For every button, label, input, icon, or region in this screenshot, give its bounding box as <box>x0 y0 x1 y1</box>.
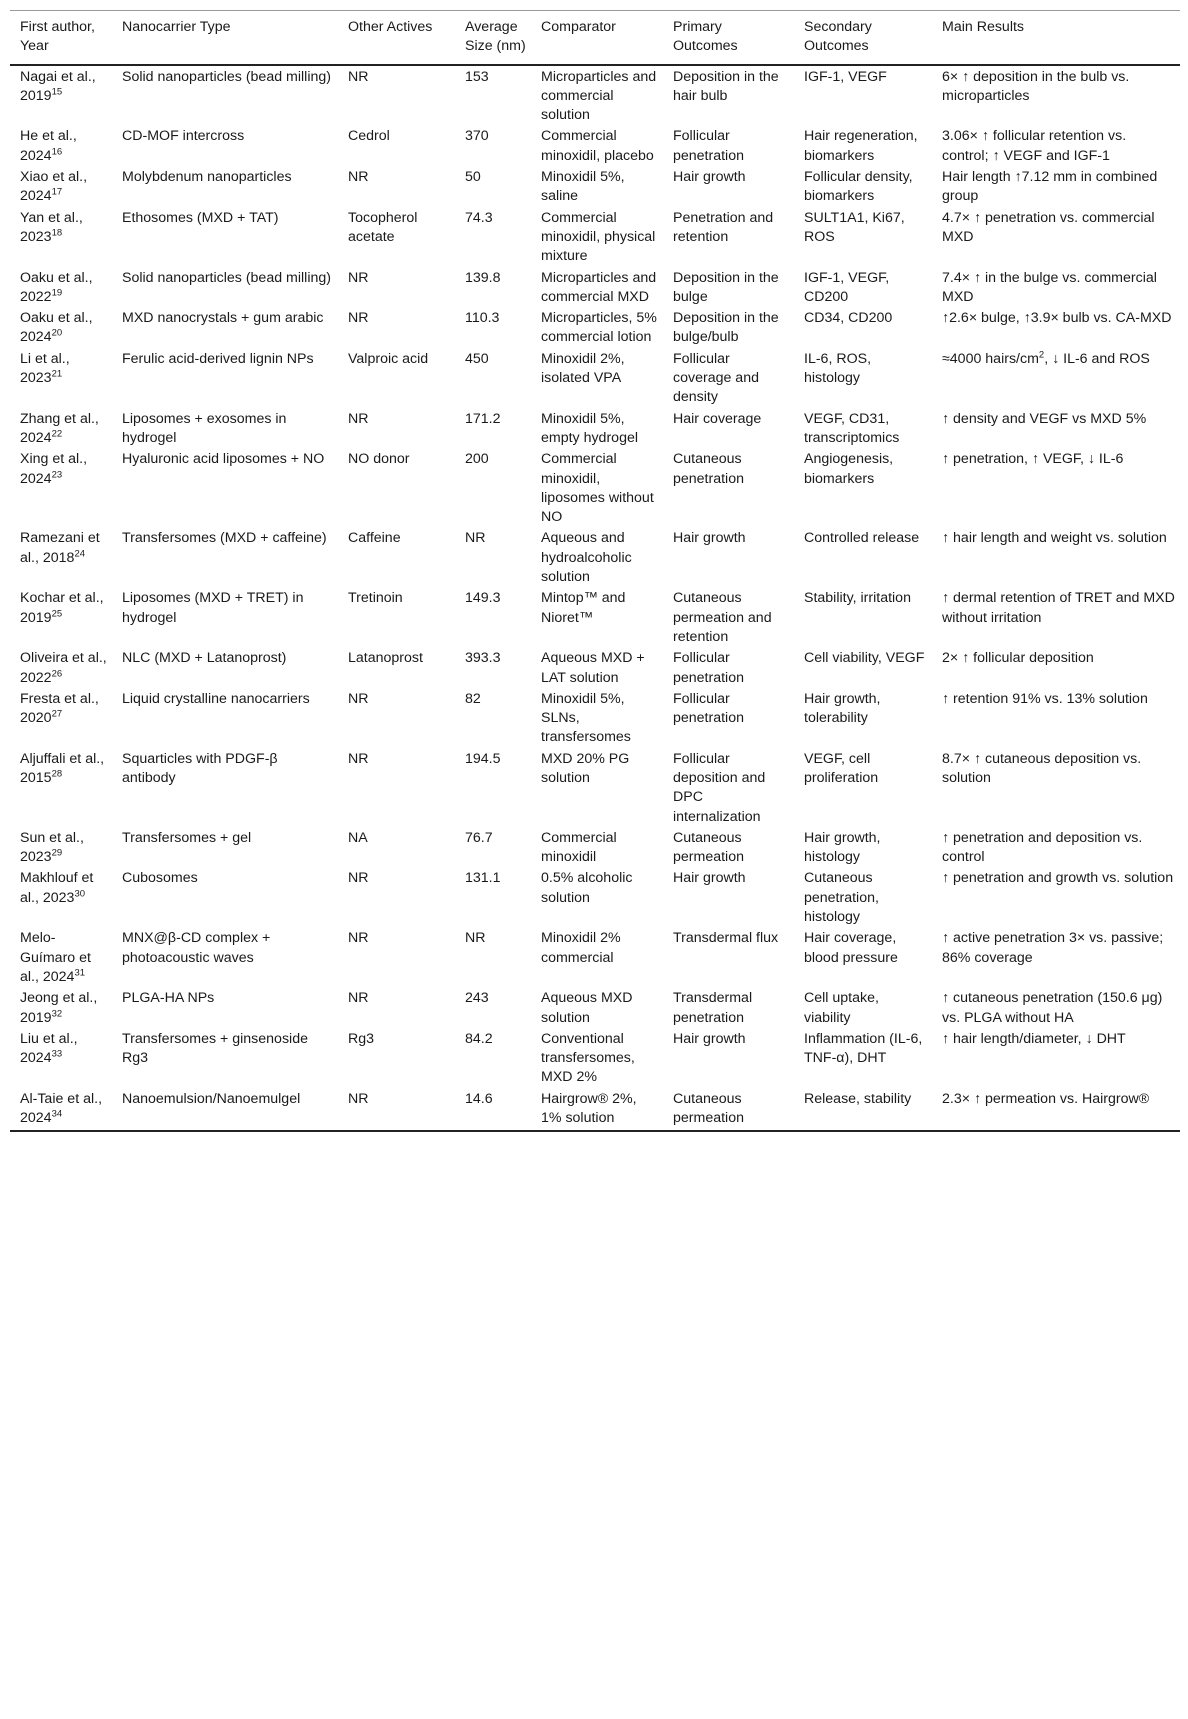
main-results-cell: ↑ retention 91% vs. 13% solution <box>942 690 1148 707</box>
author-cell <box>10 125 112 166</box>
author-cell <box>10 448 112 527</box>
unit-superscript: 2 <box>1038 349 1045 361</box>
average-size-cell: 450 <box>465 350 489 367</box>
main-results-cell: ↑ penetration, ↑ VEGF, ↓ IL-6 <box>942 451 1124 468</box>
table-row <box>10 348 1180 408</box>
comparator-cell: Commercial minoxidil <box>541 829 617 866</box>
nanocarrier-type-cell: Transfersomes + ginsenoside Rg3 <box>122 1030 308 1067</box>
nanocarrier-type-cell: Liquid crystalline nanocarriers <box>122 690 310 707</box>
main-results-cell: 2× ↑ follicular deposition <box>942 650 1094 667</box>
main-results-cell: ↑ hair length and weight vs. solution <box>942 530 1167 547</box>
primary-outcomes-cell: Hair growth <box>673 870 746 887</box>
main-results-cell: ↑2.6× bulge, ↑3.9× bulb vs. CA-MXD <box>942 310 1172 327</box>
table-row <box>10 448 1180 527</box>
nanocarrier-type-cell: MNX@β-CD complex + photoacoustic waves <box>122 930 271 966</box>
primary-outcomes-cell: Hair growth <box>673 1030 746 1047</box>
author-text: Fresta et al., 2020 <box>20 690 99 727</box>
nanocarrier-type-cell: MXD nanocrystals + gum arabic <box>122 310 324 327</box>
comparator-cell: Commercial minoxidil, physical mixture <box>541 209 656 265</box>
author-text: Zhang et al., 2024 <box>20 410 99 446</box>
nanocarrier-type-cell: Ferulic acid-derived lignin NPs <box>122 350 314 367</box>
nanocarrier-type-cell: Transfersomes + gel <box>122 829 252 846</box>
average-size-cell: NR <box>465 930 486 947</box>
average-size-cell: 149.3 <box>465 590 501 607</box>
author-text: Sun et al., 2023 <box>20 829 84 866</box>
other-actives-cell: NO donor <box>348 451 410 468</box>
comparator-cell: Minoxidil 2%, isolated VPA <box>541 350 625 387</box>
table-row <box>10 267 1180 308</box>
reference-number: 23 <box>51 468 63 480</box>
comparator-cell: Aqueous and hydroalcoholic solution <box>541 530 632 586</box>
reference-number: 25 <box>51 607 63 619</box>
secondary-outcomes-cell: VEGF, cell proliferation <box>804 750 879 786</box>
header-secondary-outcomes: Secondary Outcomes <box>794 11 932 65</box>
secondary-outcomes-cell: Follicular density, biomarkers <box>804 169 913 205</box>
comparator-cell: Conventional transfersomes, MXD 2% <box>541 1030 635 1086</box>
table-row <box>10 867 1180 927</box>
other-actives-cell: NR <box>348 410 369 427</box>
primary-outcomes-cell: Deposition in the bulge <box>673 269 779 305</box>
reference-number: 32 <box>51 1007 63 1019</box>
primary-outcomes-cell: Deposition in the hair bulb <box>673 68 779 104</box>
average-size-cell: 393.3 <box>465 650 501 667</box>
comparator-cell: Aqueous MXD solution <box>541 990 633 1026</box>
average-size-cell: 82 <box>465 690 481 707</box>
reference-number: 29 <box>51 847 63 859</box>
nanocarrier-type-cell: Liposomes (MXD + TRET) in hydrogel <box>122 590 304 626</box>
author-cell <box>10 748 112 827</box>
other-actives-cell: NR <box>348 930 369 947</box>
reference-number: 19 <box>51 287 63 299</box>
table-container <box>10 10 1180 1132</box>
table-row <box>10 527 1180 587</box>
primary-outcomes-cell: Follicular penetration <box>673 128 744 164</box>
reference-number: 27 <box>51 708 63 720</box>
primary-outcomes-cell: Hair growth <box>673 530 746 547</box>
average-size-cell: 76.7 <box>465 829 493 846</box>
comparator-cell: Minoxidil 5%, SLNs, transfersomes <box>541 690 631 746</box>
comparator-cell: Minoxidil 5%, empty hydrogel <box>541 410 638 446</box>
primary-outcomes-cell: Follicular penetration <box>673 690 744 727</box>
author-cell <box>10 927 112 987</box>
author-text: Jeong et al., 2019 <box>20 990 98 1026</box>
secondary-outcomes-cell: Inflammation (IL-6, TNF-α), DHT <box>804 1030 923 1067</box>
secondary-outcomes-cell: VEGF, CD31, transcriptomics <box>804 410 900 446</box>
author-cell <box>10 647 112 688</box>
table-row <box>10 927 1180 987</box>
primary-outcomes-cell: Hair coverage <box>673 410 762 427</box>
secondary-outcomes-cell: Hair regeneration, biomarkers <box>804 128 918 164</box>
author-cell <box>10 207 112 267</box>
average-size-cell: 171.2 <box>465 410 501 427</box>
secondary-outcomes-cell: IGF-1, VEGF <box>804 68 887 85</box>
table-row <box>10 65 1180 126</box>
main-results-cell: ↑ penetration and growth vs. solution <box>942 870 1174 887</box>
nanocarrier-type-cell: Solid nanoparticles (bead milling) <box>122 269 331 286</box>
main-results-cell: 2.3× ↑ permeation vs. Hairgrow® <box>932 1088 1180 1132</box>
main-results-cell: 8.7× ↑ cutaneous deposition vs. solution <box>942 750 1142 786</box>
comparator-cell: Microparticles and commercial MXD <box>541 269 657 305</box>
main-results-cell: ↑ penetration and deposition vs. control <box>942 829 1143 866</box>
nanocarrier-type-cell: Liposomes + exosomes in hydrogel <box>122 410 287 446</box>
primary-outcomes-cell: Follicular coverage and density <box>673 350 759 406</box>
primary-outcomes-cell: Transdermal penetration <box>673 990 753 1026</box>
primary-outcomes-cell: Transdermal flux <box>673 930 779 947</box>
secondary-outcomes-cell: Hair growth, tolerability <box>804 690 881 727</box>
secondary-outcomes-cell: CD34, CD200 <box>804 310 893 327</box>
comparator-cell: Mintop™ and Nioret™ <box>541 590 626 626</box>
other-actives-cell: NR <box>348 870 369 887</box>
other-actives-cell: NR <box>348 269 369 286</box>
reference-number: 26 <box>51 667 63 679</box>
average-size-cell: 200 <box>465 451 489 468</box>
table-row <box>10 1088 1180 1132</box>
comparator-cell: Minoxidil 5%, saline <box>541 169 625 205</box>
other-actives-cell: Valproic acid <box>348 350 429 367</box>
other-actives-cell: Latanoprost <box>348 650 423 667</box>
main-results-cell: Hair length ↑7.12 mm in combined group <box>942 169 1158 205</box>
average-size-cell: 194.5 <box>465 750 501 767</box>
average-size-cell: 139.8 <box>465 269 501 286</box>
reference-number: 34 <box>51 1108 63 1120</box>
primary-outcomes-cell: Cutaneous permeation and retention <box>673 590 772 645</box>
average-size-cell: 243 <box>465 990 489 1007</box>
author-text: Nagai et al., 2019 <box>20 68 96 104</box>
secondary-outcomes-cell: Cutaneous penetration, histology <box>804 870 879 926</box>
primary-outcomes-cell: Cutaneous permeation <box>663 1088 794 1132</box>
other-actives-cell: NR <box>348 68 369 85</box>
author-text: Kochar et al., 2019 <box>20 590 104 626</box>
secondary-outcomes-cell: Stability, irritation <box>804 590 911 607</box>
secondary-outcomes-cell: Controlled release <box>804 530 920 547</box>
main-results-cell: 6× ↑ deposition in the bulb vs. microparticles <box>942 68 1130 104</box>
secondary-outcomes-cell: Release, stability <box>794 1088 932 1132</box>
author-text: Oliveira et al., 2022 <box>20 650 107 686</box>
main-results-cell <box>932 348 1180 408</box>
nanocarrier-type-cell: Solid nanoparticles (bead milling) <box>122 68 331 85</box>
comparator-cell: Microparticles and commercial solution <box>541 68 657 124</box>
reference-number: 18 <box>51 227 63 239</box>
reference-number: 22 <box>51 428 63 440</box>
average-size-cell: 110.3 <box>465 310 500 327</box>
author-cell <box>10 348 112 408</box>
author-cell <box>10 1088 112 1132</box>
author-text: Li et al., 2023 <box>20 350 70 387</box>
author-text: Xing et al., 2024 <box>20 451 88 487</box>
main-results-cell: ↑ density and VEGF vs MXD 5% <box>942 410 1147 427</box>
secondary-outcomes-cell: Hair coverage, blood pressure <box>804 930 898 966</box>
results-text: , ↓ IL-6 and ROS <box>1044 350 1150 367</box>
primary-outcomes-cell: Follicular penetration <box>673 650 744 686</box>
table-row <box>10 987 1180 1028</box>
table-row <box>10 748 1180 827</box>
main-results-cell: ↑ dermal retention of TRET and MXD without irritation <box>942 590 1175 626</box>
reference-number: 21 <box>51 368 63 380</box>
comparator-cell: MXD 20% PG solution <box>541 750 630 786</box>
header-comparator: Comparator <box>531 11 663 65</box>
average-size-cell: 84.2 <box>465 1030 493 1047</box>
main-results-cell: ↑ active penetration 3× vs. passive; 86% coverage <box>942 930 1164 966</box>
author-cell <box>10 867 112 927</box>
author-text: Al-Taie et al., 2024 <box>20 1090 103 1127</box>
average-size-cell: NR <box>465 530 486 547</box>
primary-outcomes-cell: Cutaneous penetration <box>673 451 744 487</box>
nanocarrier-type-cell: Molybdenum nanoparticles <box>122 169 292 186</box>
other-actives-cell: Caffeine <box>348 530 401 547</box>
other-actives-cell: NR <box>348 990 369 1007</box>
reference-number: 24 <box>74 547 86 559</box>
nanocarrier-type-cell: Ethosomes (MXD + TAT) <box>122 209 279 226</box>
table-row <box>10 827 1180 868</box>
other-actives-cell: NR <box>348 750 369 767</box>
author-text: He et al., 2024 <box>20 128 77 164</box>
other-actives-cell: Tretinoin <box>348 590 403 607</box>
table-row <box>10 688 1180 748</box>
main-results-cell: ↑ cutaneous penetration (150.6 μg) vs. PLGA without HA <box>942 990 1163 1026</box>
average-size-cell: 370 <box>465 128 489 145</box>
table-body <box>10 65 1180 1132</box>
main-results-cell: 4.7× ↑ penetration vs. commercial MXD <box>942 209 1155 245</box>
reference-number: 30 <box>74 888 86 900</box>
table-row <box>10 647 1180 688</box>
author-cell <box>10 688 112 748</box>
average-size-cell: 50 <box>465 169 481 186</box>
secondary-outcomes-cell: Hair growth, histology <box>804 829 881 866</box>
other-actives-cell: NR <box>348 310 369 327</box>
header-primary-outcomes: Primary Outcomes <box>663 11 794 65</box>
results-text: ≈4000 hairs/cm <box>942 350 1039 367</box>
primary-outcomes-cell: Penetration and retention <box>673 209 774 245</box>
comparator-cell: Commercial minoxidil, placebo <box>541 128 654 164</box>
other-actives-cell: Rg3 <box>348 1030 375 1047</box>
secondary-outcomes-cell: IGF-1, VEGF, CD200 <box>804 269 890 305</box>
nanocarrier-type-cell: PLGA-HA NPs <box>122 990 215 1007</box>
comparator-cell: 0.5% alcoholic solution <box>541 870 633 906</box>
author-cell <box>10 267 112 308</box>
other-actives-cell: NR <box>338 1088 455 1132</box>
reference-number: 20 <box>51 327 63 339</box>
table-row <box>10 207 1180 267</box>
primary-outcomes-cell: Follicular deposition and DPC internalization <box>673 750 766 825</box>
nanocarrier-type-cell: Nanoemulsion/Nanoemulgel <box>112 1088 338 1132</box>
primary-outcomes-cell: Hair growth <box>673 169 746 186</box>
reference-number: 28 <box>51 768 63 780</box>
average-size-cell: 14.6 <box>455 1088 531 1132</box>
reference-number: 17 <box>51 186 63 198</box>
primary-outcomes-cell: Deposition in the bulge/bulb <box>673 310 779 346</box>
main-results-cell: 7.4× ↑ in the bulge vs. commercial MXD <box>942 269 1157 305</box>
secondary-outcomes-cell: SULT1A1, Ki67, ROS <box>804 209 905 245</box>
table-row <box>10 307 1180 348</box>
author-cell <box>10 587 112 647</box>
author-cell <box>10 527 112 587</box>
secondary-outcomes-cell: Cell viability, VEGF <box>804 650 925 667</box>
author-cell <box>10 408 112 449</box>
other-actives-cell: Tocopherol acetate <box>348 209 418 245</box>
main-results-cell: 3.06× ↑ follicular retention vs. control; ↑ VEGF and IGF-1 <box>942 128 1127 164</box>
reference-number: 31 <box>74 967 86 979</box>
other-actives-cell: NA <box>348 829 368 846</box>
author-text: Yan et al., 2023 <box>20 209 83 245</box>
author-cell <box>10 1028 112 1088</box>
primary-outcomes-cell: Cutaneous permeation <box>673 829 744 866</box>
header-row <box>10 11 1180 65</box>
author-text: Ramezani et al., 2018 <box>20 530 100 566</box>
author-text: Makhlouf et al., 2023 <box>20 870 94 906</box>
comparator-cell: Microparticles, 5% commercial lotion <box>541 310 657 346</box>
secondary-outcomes-cell: IL-6, ROS, histology <box>804 350 872 387</box>
author-text: Liu et al., 2024 <box>20 1030 78 1067</box>
author-cell <box>10 166 112 207</box>
header-average-size: Average Size (nm) <box>455 11 531 65</box>
author-text: Melo-Guímaro et al., 2024 <box>20 930 91 985</box>
header-nanocarrier-type: Nanocarrier Type <box>112 11 338 65</box>
table-row <box>10 408 1180 449</box>
secondary-outcomes-cell: Cell uptake, viability <box>804 990 879 1026</box>
table-row <box>10 125 1180 166</box>
author-text: Oaku et al., 2022 <box>20 269 93 305</box>
table-row <box>10 1028 1180 1088</box>
author-text: Xiao et al., 2024 <box>20 169 88 205</box>
author-cell <box>10 65 112 126</box>
table-row <box>10 587 1180 647</box>
author-cell <box>10 827 112 868</box>
author-text: Aljuffali et al., 2015 <box>20 750 105 786</box>
comparator-cell: Hairgrow® 2%, 1% solution <box>531 1088 663 1132</box>
nanocarrier-type-cell: Transfersomes (MXD + caffeine) <box>122 530 327 547</box>
comparator-cell: Aqueous MXD + LAT solution <box>541 650 645 686</box>
header-main-results: Main Results <box>932 11 1180 65</box>
average-size-cell: 74.3 <box>465 209 493 226</box>
nanocarrier-type-cell: NLC (MXD + Latanoprost) <box>122 650 287 667</box>
average-size-cell: 131.1 <box>465 870 501 887</box>
header-author: First author, Year <box>10 11 112 65</box>
reference-number: 33 <box>51 1048 63 1060</box>
author-cell <box>10 987 112 1028</box>
reference-number: 15 <box>51 86 63 98</box>
main-results-cell: ↑ hair length/diameter, ↓ DHT <box>942 1030 1126 1047</box>
secondary-outcomes-cell: Angiogenesis, biomarkers <box>804 451 894 487</box>
studies-table <box>10 10 1180 1132</box>
nanocarrier-type-cell: Squarticles with PDGF-β antibody <box>122 750 278 786</box>
nanocarrier-type-cell: Cubosomes <box>122 870 198 887</box>
comparator-cell: Minoxidil 2% commercial <box>541 930 621 966</box>
header-other-actives: Other Actives <box>338 11 455 65</box>
other-actives-cell: Cedrol <box>348 128 390 145</box>
other-actives-cell: NR <box>348 169 369 186</box>
nanocarrier-type-cell: CD-MOF intercross <box>122 128 245 145</box>
other-actives-cell: NR <box>348 690 369 707</box>
average-size-cell: 153 <box>465 68 489 85</box>
comparator-cell: Commercial minoxidil, liposomes without NO <box>541 451 654 526</box>
nanocarrier-type-cell: Hyaluronic acid liposomes + NO <box>122 451 325 468</box>
table-row <box>10 166 1180 207</box>
author-text: Oaku et al., 2024 <box>20 310 93 346</box>
author-cell <box>10 307 112 348</box>
reference-number: 16 <box>51 146 63 158</box>
